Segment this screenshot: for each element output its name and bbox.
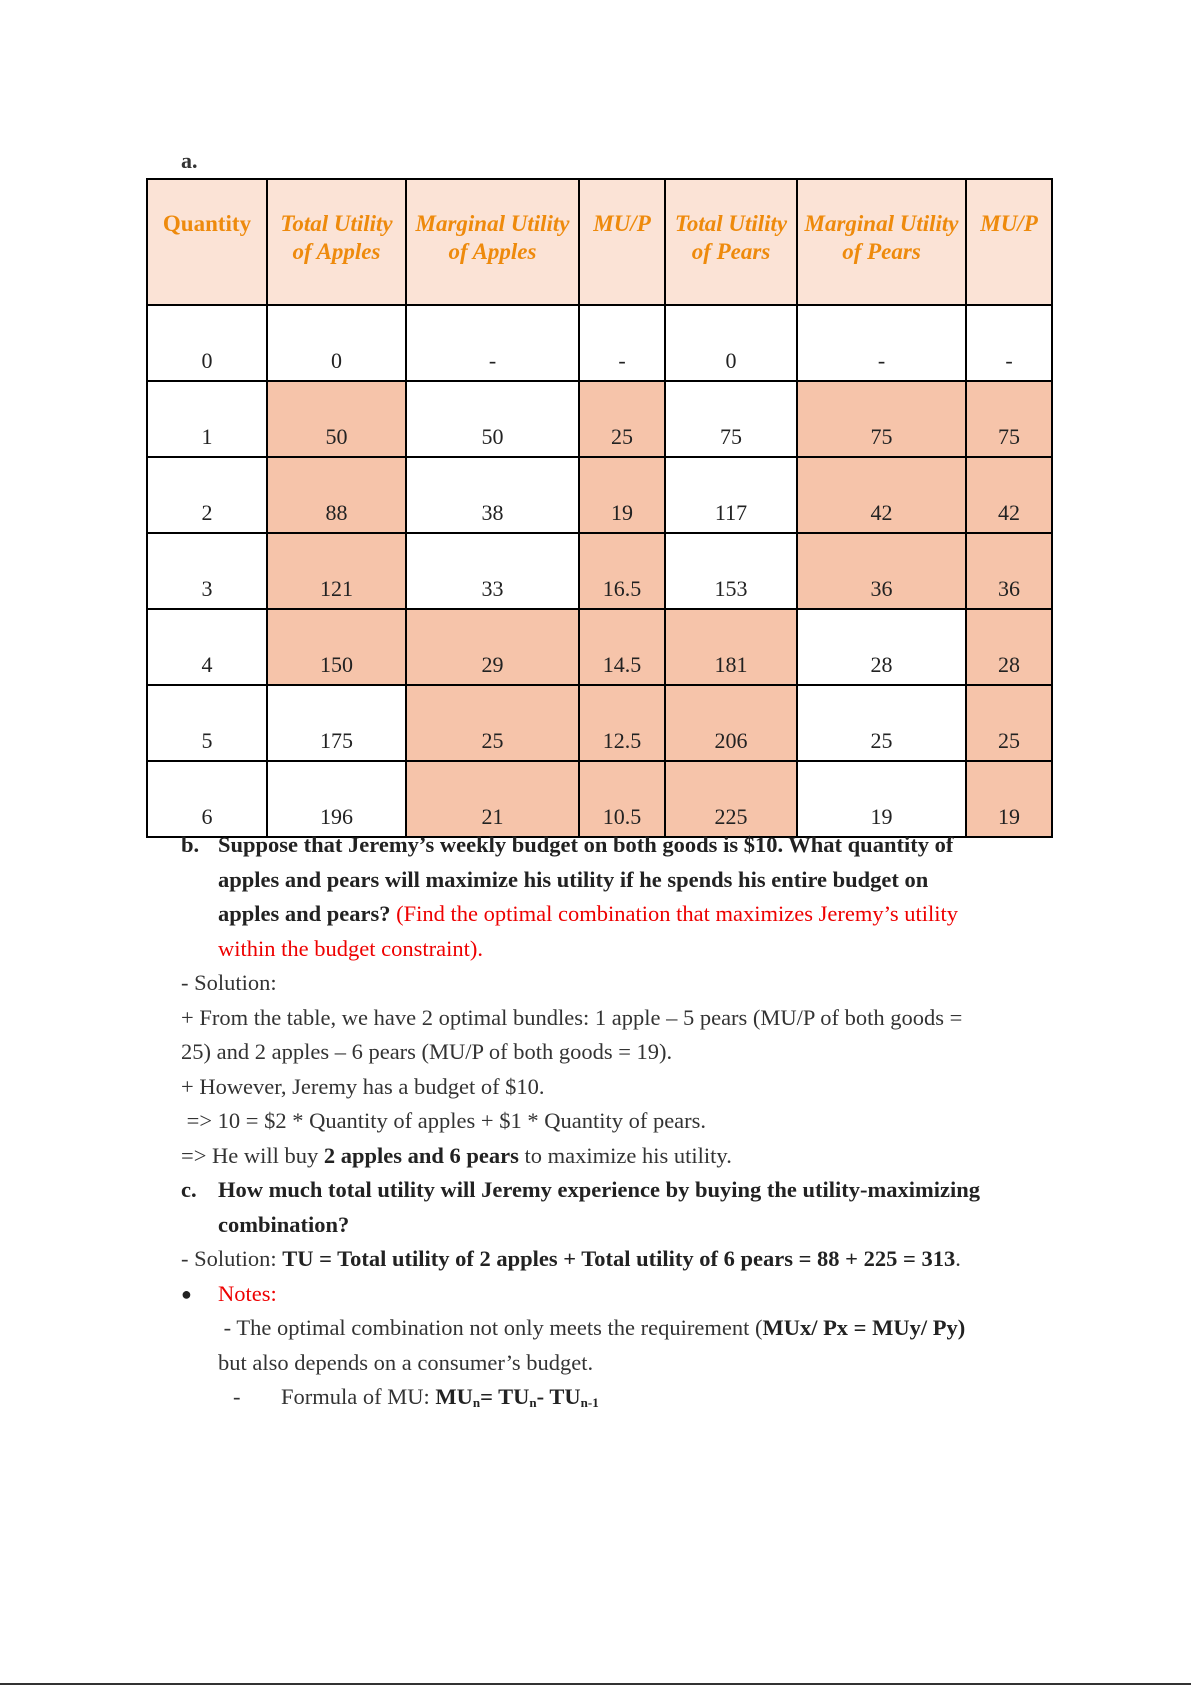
subscript: n [529,1395,537,1410]
table-cell: 38 [406,457,579,533]
table-cell: - [579,305,665,381]
bold-formula: MUx/ Px = MUy/ Py) [762,1315,966,1340]
table-cell: 25 [406,685,579,761]
table-cell: - [966,305,1052,381]
table-cell: 6 [147,761,267,837]
column-header: Quantity [147,179,267,305]
table-cell: 42 [966,457,1052,533]
text: = [480,1384,499,1409]
column-header: MU/P [966,179,1052,305]
question-b-text: Suppose that Jeremy’s weekly budget on both goods is $10. What quantity of apples and pears will maximize his utility if he spends his entire budget on apples and pears? [218,832,954,926]
solution-b-line: => 10 = $2 * Quantity of apples + $1 * Quantity of pears. [181,1108,707,1133]
table-cell: 36 [797,533,966,609]
question-c-text: How much total utility will Jeremy experience by buying the utility-maximizing combination? [218,1177,981,1237]
table-cell: 3 [147,533,267,609]
table-cell: 25 [797,685,966,761]
table-row [147,609,1052,685]
solution-b-label: - Solution: [181,970,277,995]
text: but also depends on a consumer’s budget. [218,1349,594,1375]
table-cell: 12.5 [579,685,665,761]
table-cell: 19 [579,457,665,533]
table-cell: 33 [406,533,579,609]
dash: - [233,1384,241,1409]
table-cell: 2 [147,457,267,533]
text: MU [435,1384,473,1409]
table-cell: 25 [966,685,1052,761]
table-cell: 225 [665,761,797,837]
solution-b-conclusion [181,1139,981,1174]
solution-b-line: + From the table, we have 2 optimal bundles: 1 apple – 5 pears (MU/P of both goods = 25) and 2 apples – 6 pears (MU/P of both goods = 19). [181,1004,963,1064]
table-cell: 25 [579,381,665,457]
question-b [181,828,981,966]
bold-answer: TU = Total utility of 2 apples + Total utility of 6 pears = 88 + 225 = 313 [282,1246,956,1271]
table-cell: 121 [267,533,406,609]
table-cell: 4 [147,609,267,685]
text: Formula of MU: [281,1384,436,1409]
table-cell: 153 [665,533,797,609]
utility-table [146,178,1053,838]
table-cell: 14.5 [579,609,665,685]
table-cell: 0 [147,305,267,381]
table-cell: 50 [267,381,406,457]
table-cell: 28 [966,609,1052,685]
table-cell: 19 [797,761,966,837]
text: - Solution: [181,1246,283,1271]
table-cell: 16.5 [579,533,665,609]
text: - [536,1384,550,1409]
table-cell: 75 [665,381,797,457]
solution-c [181,1242,981,1277]
table-cell: 117 [665,457,797,533]
table-row [147,533,1052,609]
part-a-label: a. [181,148,198,173]
notes-title: Notes: [218,1280,277,1306]
table-cell: 88 [267,457,406,533]
question-b-hint: (Find the optimal combination that maximizes Jeremy’s utility within the budget constraint). [218,901,958,961]
subscript: n-1 [580,1395,599,1410]
text: => He will buy [181,1142,324,1168]
column-header: Marginal Utility of Pears [797,179,966,305]
table-cell: - [797,305,966,381]
column-header: MU/P [579,179,665,305]
question-c [181,1173,981,1242]
table-cell: - [406,305,579,381]
bold-answer: 2 apples and 6 pears [323,1142,519,1168]
table-cell: 42 [797,457,966,533]
text: to maximize his utility. [518,1142,732,1168]
table-cell: 75 [966,381,1052,457]
answer-text [181,828,981,1421]
column-header: Total Utility of Apples [267,179,406,305]
table-cell: 181 [665,609,797,685]
bullet-icon: ● [181,1283,192,1304]
notes-line [181,1311,981,1380]
question-b-label: b. [181,832,200,857]
column-header: Total Utility of Pears [665,179,797,305]
notes-heading [181,1277,981,1312]
table-cell: 0 [665,305,797,381]
table-cell: 29 [406,609,579,685]
table-cell: 196 [267,761,406,837]
table-row [147,305,1052,381]
table-cell: 150 [267,609,406,685]
table-row [147,457,1052,533]
text: . [955,1246,961,1271]
table-header-row [147,179,1052,305]
table-cell: 206 [665,685,797,761]
column-header: Marginal Utility of Apples [406,179,579,305]
table-cell: 19 [966,761,1052,837]
formula-line [181,1380,981,1421]
table-row [147,761,1052,837]
table-cell: 5 [147,685,267,761]
table-row [147,381,1052,457]
table-cell: 175 [267,685,406,761]
table-cell: 10.5 [579,761,665,837]
subscript: n [472,1395,481,1410]
solution-b-line: + However, Jeremy has a budget of $10. [181,1073,545,1099]
table-row [147,685,1052,761]
question-c-label: c. [181,1177,197,1202]
table-cell: 28 [797,609,966,685]
table-cell: 21 [406,761,579,837]
table-cell: 0 [267,305,406,381]
table-cell: 50 [406,381,579,457]
table-cell: 36 [966,533,1052,609]
text: - The optimal combination not only meets the requirement ( [218,1315,763,1340]
text: TU [498,1384,530,1409]
text: TU [549,1384,581,1409]
table-cell: 1 [147,381,267,457]
table-cell: 75 [797,381,966,457]
